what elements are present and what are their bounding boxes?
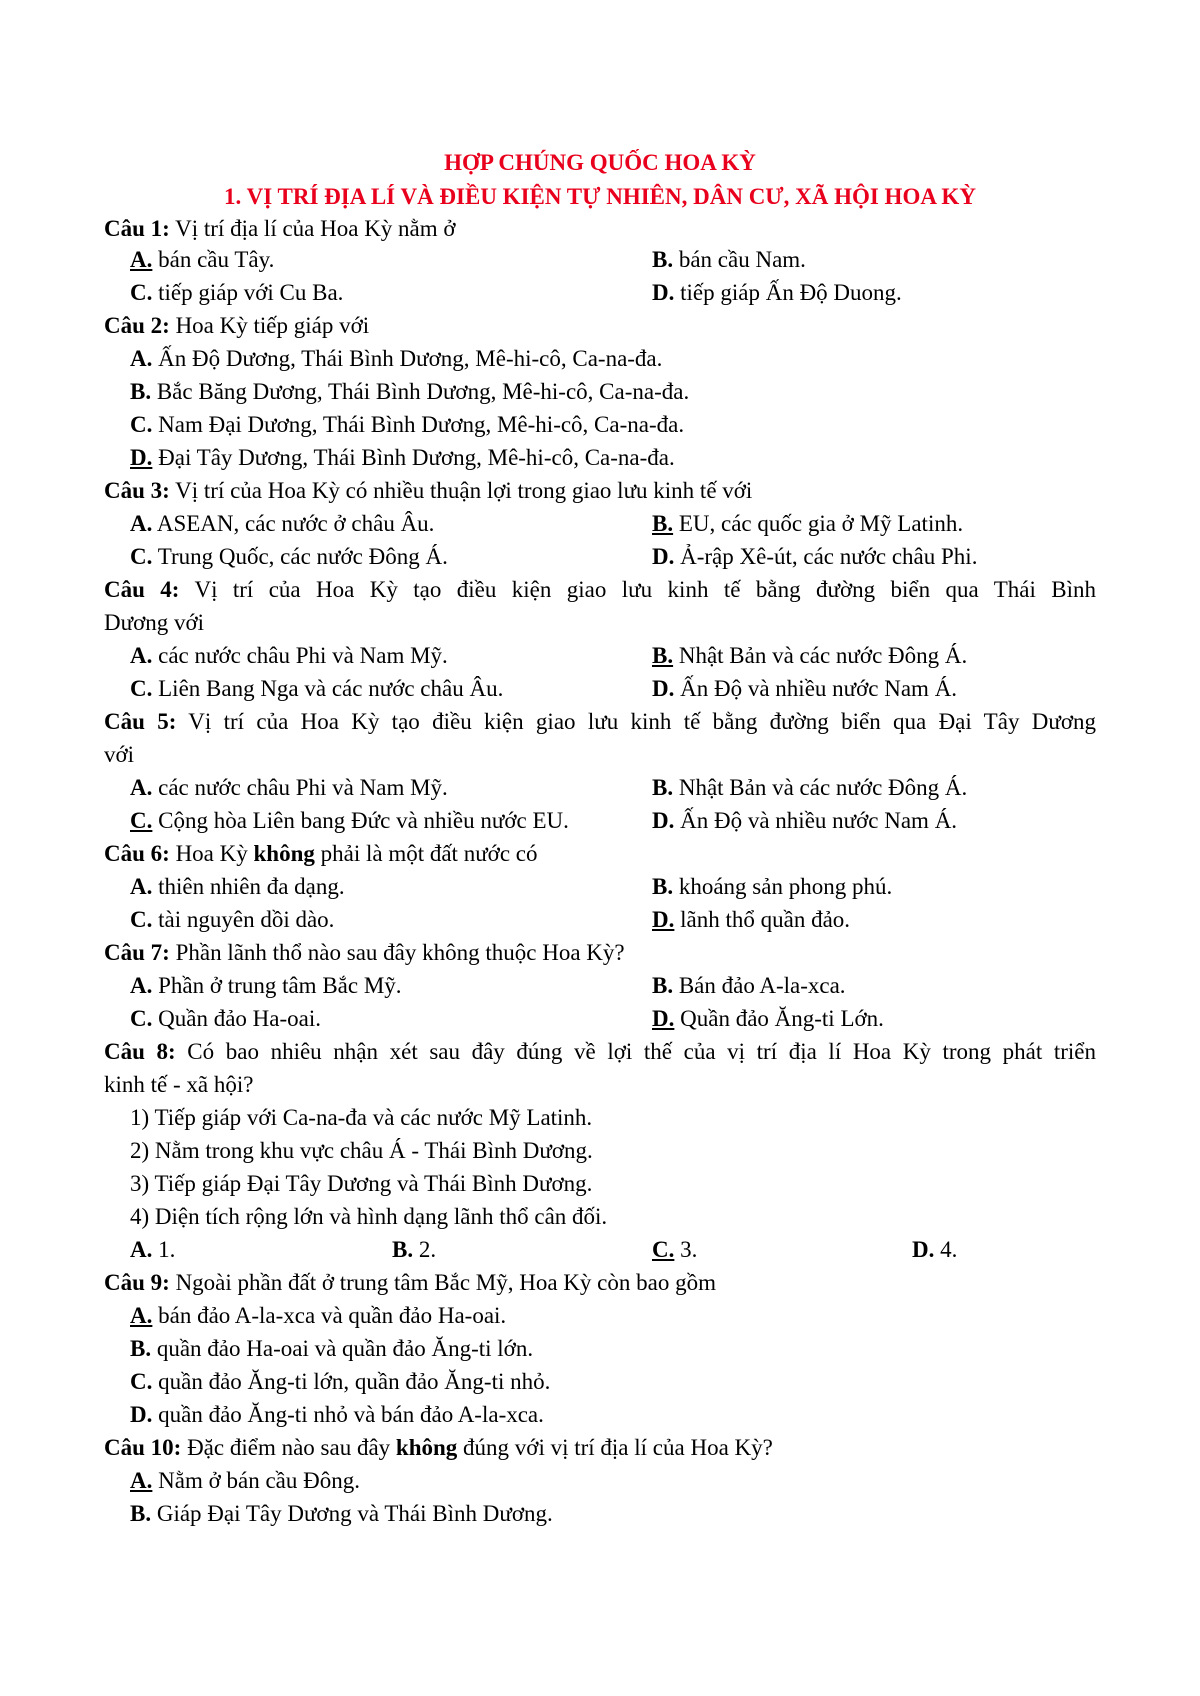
- option-text: 2.: [413, 1237, 437, 1262]
- question-2: [104, 311, 1104, 341]
- option-text: ASEAN, các nước ở châu Âu.: [152, 511, 435, 536]
- q9-option-c: [130, 1367, 550, 1397]
- option-text: Trung Quốc, các nước Đông Á.: [152, 544, 448, 569]
- option-letter: C.: [130, 280, 153, 305]
- option-letter: B.: [130, 1336, 152, 1361]
- option-text: lãnh thổ quần đảo.: [674, 907, 851, 932]
- question-label: Câu 2:: [104, 313, 170, 338]
- q5-option-b: [652, 773, 967, 803]
- question-1: [104, 214, 1104, 244]
- question-8-cont: [104, 1070, 1104, 1100]
- question-text: Vị trí của Hoa Kỳ tạo điều kiện giao lưu kinh tế bằng đường biển qua Thái Bình: [179, 577, 1096, 602]
- question-4-cont: [104, 608, 1104, 638]
- question-text: Hoa Kỳ: [169, 841, 254, 866]
- question-label: Câu 6:: [104, 841, 170, 866]
- option-letter: D.: [652, 1006, 675, 1031]
- option-text: quần đảo Ha-oai và quần đảo Ăng-ti lớn.: [151, 1336, 534, 1361]
- option-letter: B.: [392, 1237, 414, 1262]
- q2-option-b: [130, 377, 689, 407]
- question-emphasis: không: [253, 841, 315, 866]
- option-text: quần đảo Ăng-ti lớn, quần đảo Ăng-ti nhỏ.: [152, 1369, 551, 1394]
- q9-option-d: [130, 1400, 544, 1430]
- option-letter: A.: [130, 1237, 153, 1262]
- q6-option-d: [652, 905, 850, 935]
- option-letter: A.: [130, 1468, 153, 1493]
- q5-option-a: [130, 773, 448, 803]
- q1-option-a: [130, 245, 274, 275]
- option-text: khoáng sản phong phú.: [673, 874, 893, 899]
- question-label: Câu 5:: [104, 709, 177, 734]
- question-6: [104, 839, 1104, 869]
- option-text: bán cầu Tây.: [152, 247, 275, 272]
- option-text: Cộng hòa Liên bang Đức và nhiều nước EU.: [152, 808, 569, 833]
- option-text: Quần đảo Ăng-ti Lớn.: [674, 1006, 884, 1031]
- document-title: HỢP CHÚNG QUỐC HOA KỲ: [444, 150, 756, 175]
- question-text: Dương với: [104, 610, 205, 635]
- question-4: [104, 575, 1096, 605]
- question-label: Câu 4:: [104, 577, 180, 602]
- q1-option-b: [652, 245, 806, 275]
- question-text: đúng với vị trí địa lí của Hoa Kỳ?: [457, 1435, 773, 1460]
- option-letter: A.: [130, 973, 153, 998]
- option-letter: D.: [652, 808, 675, 833]
- option-letter: C.: [130, 1006, 153, 1031]
- option-text: Ấn Độ và nhiều nước Nam Á.: [674, 808, 958, 833]
- q8-option-a: [130, 1235, 175, 1265]
- q7-option-b: [652, 971, 846, 1001]
- question-text: Vị trí của Hoa Kỳ tạo điều kiện giao lưu kinh tế bằng đường biển qua Đại Tây Dương: [176, 709, 1097, 734]
- question-7: [104, 938, 1104, 968]
- option-letter: C.: [652, 1237, 675, 1262]
- option-text: bán đảo A-la-xca và quần đảo Ha-oai.: [152, 1303, 507, 1328]
- q4-option-c: [130, 674, 503, 704]
- option-text: Liên Bang Nga và các nước châu Âu.: [152, 676, 504, 701]
- option-letter: A.: [130, 775, 153, 800]
- option-letter: A.: [130, 511, 153, 536]
- option-text: Phần ở trung tâm Bắc Mỹ.: [152, 973, 402, 998]
- q7-option-c: [130, 1004, 321, 1034]
- q8-option-d: [912, 1235, 957, 1265]
- option-text: thiên nhiên đa dạng.: [152, 874, 345, 899]
- option-text: Ả-rập Xê-út, các nước châu Phi.: [674, 544, 978, 569]
- option-letter: D.: [130, 445, 153, 470]
- question-3: [104, 476, 1104, 506]
- option-letter: C.: [130, 544, 153, 569]
- question-label: Câu 1:: [104, 216, 170, 241]
- q8-option-b: [392, 1235, 436, 1265]
- q8-statement-1: 1) Tiếp giáp với Ca-na-đa và các nước Mỹ Latinh.: [130, 1105, 593, 1130]
- option-letter: D.: [652, 544, 675, 569]
- q6-option-a: [130, 872, 345, 902]
- option-letter: C.: [130, 808, 153, 833]
- option-letter: A.: [130, 643, 153, 668]
- option-text: 4.: [934, 1237, 958, 1262]
- q7-option-a: [130, 971, 402, 1001]
- option-letter: D.: [652, 280, 675, 305]
- option-letter: A.: [130, 874, 153, 899]
- question-label: Câu 9:: [104, 1270, 170, 1295]
- option-letter: A.: [130, 247, 153, 272]
- option-text: các nước châu Phi và Nam Mỹ.: [152, 775, 448, 800]
- option-text: EU, các quốc gia ở Mỹ Latinh.: [673, 511, 964, 536]
- option-letter: C.: [130, 907, 153, 932]
- option-text: 1.: [152, 1237, 176, 1262]
- question-text: Có bao nhiêu nhận xét sau đây đúng về lợi thế của vị trí địa lí Hoa Kỳ trong phát triển: [175, 1039, 1096, 1064]
- q4-option-d: [652, 674, 957, 704]
- question-text: Đặc điểm nào sau đây: [181, 1435, 396, 1460]
- section-heading: 1. VỊ TRÍ ĐỊA LÍ VÀ ĐIỀU KIỆN TỰ NHIÊN, DÂN CƯ, XÃ HỘI HOA KỲ: [224, 184, 976, 209]
- option-text: tiếp giáp với Cu Ba.: [152, 280, 344, 305]
- q8-option-c: [652, 1235, 697, 1265]
- option-text: Nam Đại Dương, Thái Bình Dương, Mê-hi-cô, Ca-na-đa.: [152, 412, 685, 437]
- q1-option-c: [130, 278, 343, 308]
- question-text: Ngoài phần đất ở trung tâm Bắc Mỹ, Hoa Kỳ còn bao gồm: [169, 1270, 716, 1295]
- q2-option-d: [130, 443, 675, 473]
- question-9: [104, 1268, 1104, 1298]
- q5-option-d: [652, 806, 957, 836]
- question-8: [104, 1037, 1096, 1067]
- option-letter: D.: [130, 1402, 153, 1427]
- option-letter: B.: [652, 775, 674, 800]
- q10-option-a: [130, 1466, 360, 1496]
- q6-option-b: [652, 872, 892, 902]
- option-letter: B.: [130, 379, 152, 404]
- option-letter: A.: [130, 346, 153, 371]
- option-letter: C.: [130, 1369, 153, 1394]
- question-emphasis: không: [395, 1435, 458, 1460]
- option-text: Ấn Độ và nhiều nước Nam Á.: [674, 676, 958, 701]
- q3-option-d: [652, 542, 977, 572]
- option-text: Nhật Bản và các nước Đông Á.: [673, 643, 968, 668]
- option-text: 3.: [674, 1237, 698, 1262]
- question-text: phải là một đất nước có: [314, 841, 538, 866]
- option-text: bán cầu Nam.: [673, 247, 806, 272]
- question-label: Câu 3:: [104, 478, 170, 503]
- option-text: Ấn Độ Dương, Thái Bình Dương, Mê-hi-cô, Ca-na-đa.: [152, 346, 663, 371]
- option-letter: A.: [130, 1303, 153, 1328]
- option-letter: D.: [912, 1237, 935, 1262]
- option-letter: C.: [130, 412, 153, 437]
- question-label: Câu 10:: [104, 1435, 182, 1460]
- question-text: Phần lãnh thổ nào sau đây không thuộc Hoa Kỳ?: [169, 940, 625, 965]
- q3-option-b: [652, 509, 963, 539]
- option-letter: B.: [652, 247, 674, 272]
- q7-option-d: [652, 1004, 884, 1034]
- option-text: Giáp Đại Tây Dương và Thái Bình Dương.: [151, 1501, 553, 1526]
- option-text: Quần đảo Ha-oai.: [152, 1006, 321, 1031]
- option-text: quần đảo Ăng-ti nhỏ và bán đảo A-la-xca.: [152, 1402, 544, 1427]
- option-text: Bán đảo A-la-xca.: [673, 973, 846, 998]
- question-text: kinh tế - xã hội?: [104, 1072, 254, 1097]
- option-text: tiếp giáp Ấn Độ Duong.: [674, 280, 902, 305]
- question-label: Câu 7:: [104, 940, 170, 965]
- q8-statement-3: 3) Tiếp giáp Đại Tây Dương và Thái Bình Dương.: [130, 1171, 593, 1196]
- option-text: Nhật Bản và các nước Đông Á.: [673, 775, 968, 800]
- question-5-cont: [104, 740, 1104, 770]
- q4-option-b: [652, 641, 967, 671]
- q2-option-a: [130, 344, 662, 374]
- q3-option-a: [130, 509, 434, 539]
- q2-option-c: [130, 410, 684, 440]
- q8-statement-4: 4) Diện tích rộng lớn và hình dạng lãnh thổ cân đối.: [130, 1204, 608, 1229]
- option-letter: B.: [130, 1501, 152, 1526]
- question-10: [104, 1433, 1104, 1463]
- option-letter: D.: [652, 907, 675, 932]
- question-label: Câu 8:: [104, 1039, 176, 1064]
- option-letter: D.: [652, 676, 675, 701]
- question-text: với: [104, 742, 135, 767]
- q1-option-d: [652, 278, 902, 308]
- question-5: [104, 707, 1096, 737]
- q10-option-b: [130, 1499, 553, 1529]
- q9-option-a: [130, 1301, 506, 1331]
- q5-option-c: [130, 806, 569, 836]
- option-letter: B.: [652, 874, 674, 899]
- option-letter: C.: [130, 676, 153, 701]
- option-text: các nước châu Phi và Nam Mỹ.: [152, 643, 448, 668]
- question-text: Vị trí địa lí của Hoa Kỳ nằm ở: [169, 216, 456, 241]
- option-letter: B.: [652, 973, 674, 998]
- q9-option-b: [130, 1334, 533, 1364]
- option-text: Nằm ở bán cầu Đông.: [152, 1468, 360, 1493]
- q6-option-c: [130, 905, 334, 935]
- option-text: Bắc Băng Dương, Thái Bình Dương, Mê-hi-cô, Ca-na-đa.: [151, 379, 690, 404]
- option-letter: B.: [652, 643, 674, 668]
- option-text: tài nguyên dồi dào.: [152, 907, 335, 932]
- q4-option-a: [130, 641, 448, 671]
- q8-statement-2: 2) Nằm trong khu vực châu Á - Thái Bình Dương.: [130, 1138, 593, 1163]
- option-text: Đại Tây Dương, Thái Bình Dương, Mê-hi-cô, Ca-na-đa.: [152, 445, 675, 470]
- question-text: Vị trí của Hoa Kỳ có nhiều thuận lợi trong giao lưu kinh tế với: [169, 478, 753, 503]
- option-letter: B.: [652, 511, 674, 536]
- q3-option-c: [130, 542, 448, 572]
- question-text: Hoa Kỳ tiếp giáp với: [169, 313, 370, 338]
